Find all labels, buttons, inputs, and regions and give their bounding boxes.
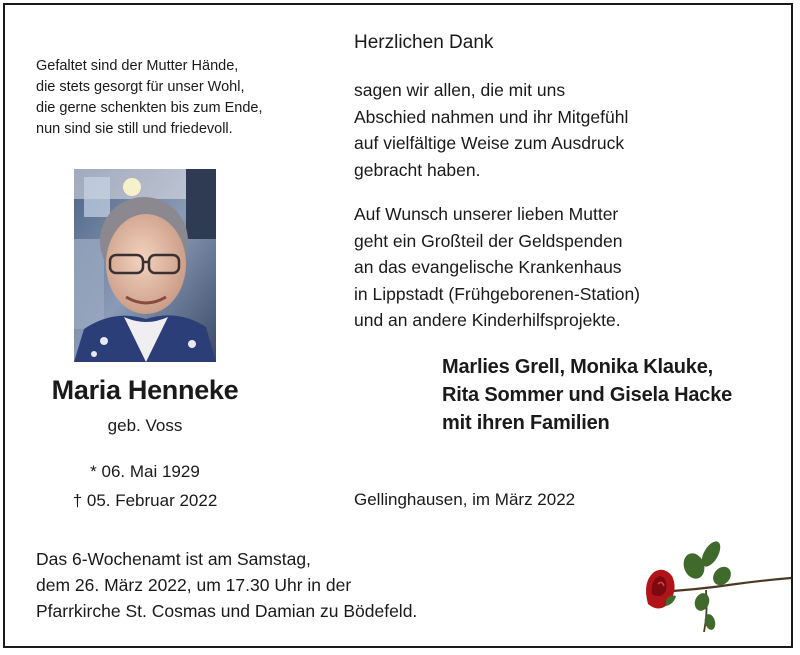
text-line: geht ein Großteil der Geldspenden	[354, 230, 623, 251]
text-line: an das evangelische Krankenhaus	[354, 257, 622, 277]
text-line: Abschied nahmen und ihr Mitgefühl	[354, 106, 629, 127]
poem	[36, 56, 326, 140]
deceased-name: Maria Henneke	[51, 375, 239, 405]
mass-line: Das 6-Wochenamt ist am Samstag,	[36, 549, 311, 569]
text-line: Auf Wunsch unserer lieben Mutter	[354, 204, 619, 224]
place-date: Gellinghausen, im März 2022	[354, 490, 576, 509]
poem-line: Gefaltet sind der Mutter Hände,	[36, 58, 239, 74]
text-line: in Lippstadt (Frühgeborenen-Station)	[354, 283, 641, 304]
mass-announcement	[36, 546, 417, 624]
mass-line: dem 26. März 2022, um 17.30 Uhr in der	[36, 575, 352, 595]
life-dates	[20, 457, 270, 515]
thanks-paragraph-1	[354, 77, 628, 183]
family-line: mit ihren Familien	[442, 412, 610, 434]
portrait-illustration	[74, 169, 216, 362]
thanks-paragraph-2	[354, 201, 640, 334]
death-date: † 05. Februar 2022	[72, 491, 218, 510]
text-line: gebracht haben.	[354, 159, 481, 180]
mass-line: Pfarrkirche St. Cosmas und Damian zu Bödefeld.	[36, 601, 418, 621]
portrait-photo	[74, 169, 216, 362]
poem-line: nun sind sie still und friedevoll.	[36, 121, 233, 137]
family-line: Rita Sommer und Gisela Hacke	[442, 384, 733, 406]
maiden-name: geb. Voss	[107, 416, 183, 435]
family-signature	[442, 353, 732, 437]
text-line: und an andere Kinderhilfsprojekte.	[354, 310, 621, 330]
poem-line: die stets gesorgt für unser Wohl,	[36, 79, 245, 95]
birth-date: * 06. Mai 1929	[90, 462, 200, 481]
red-rose-icon	[636, 532, 796, 637]
text-line: sagen wir allen, die mit uns	[354, 80, 566, 100]
family-line: Marlies Grell, Monika Klauke,	[442, 356, 713, 378]
text-line: auf vielfältige Weise zum Ausdruck	[354, 133, 625, 153]
thanks-title: Herzlichen Dank	[354, 32, 494, 53]
poem-line: die gerne schenkten bis zum Ende,	[36, 100, 263, 116]
